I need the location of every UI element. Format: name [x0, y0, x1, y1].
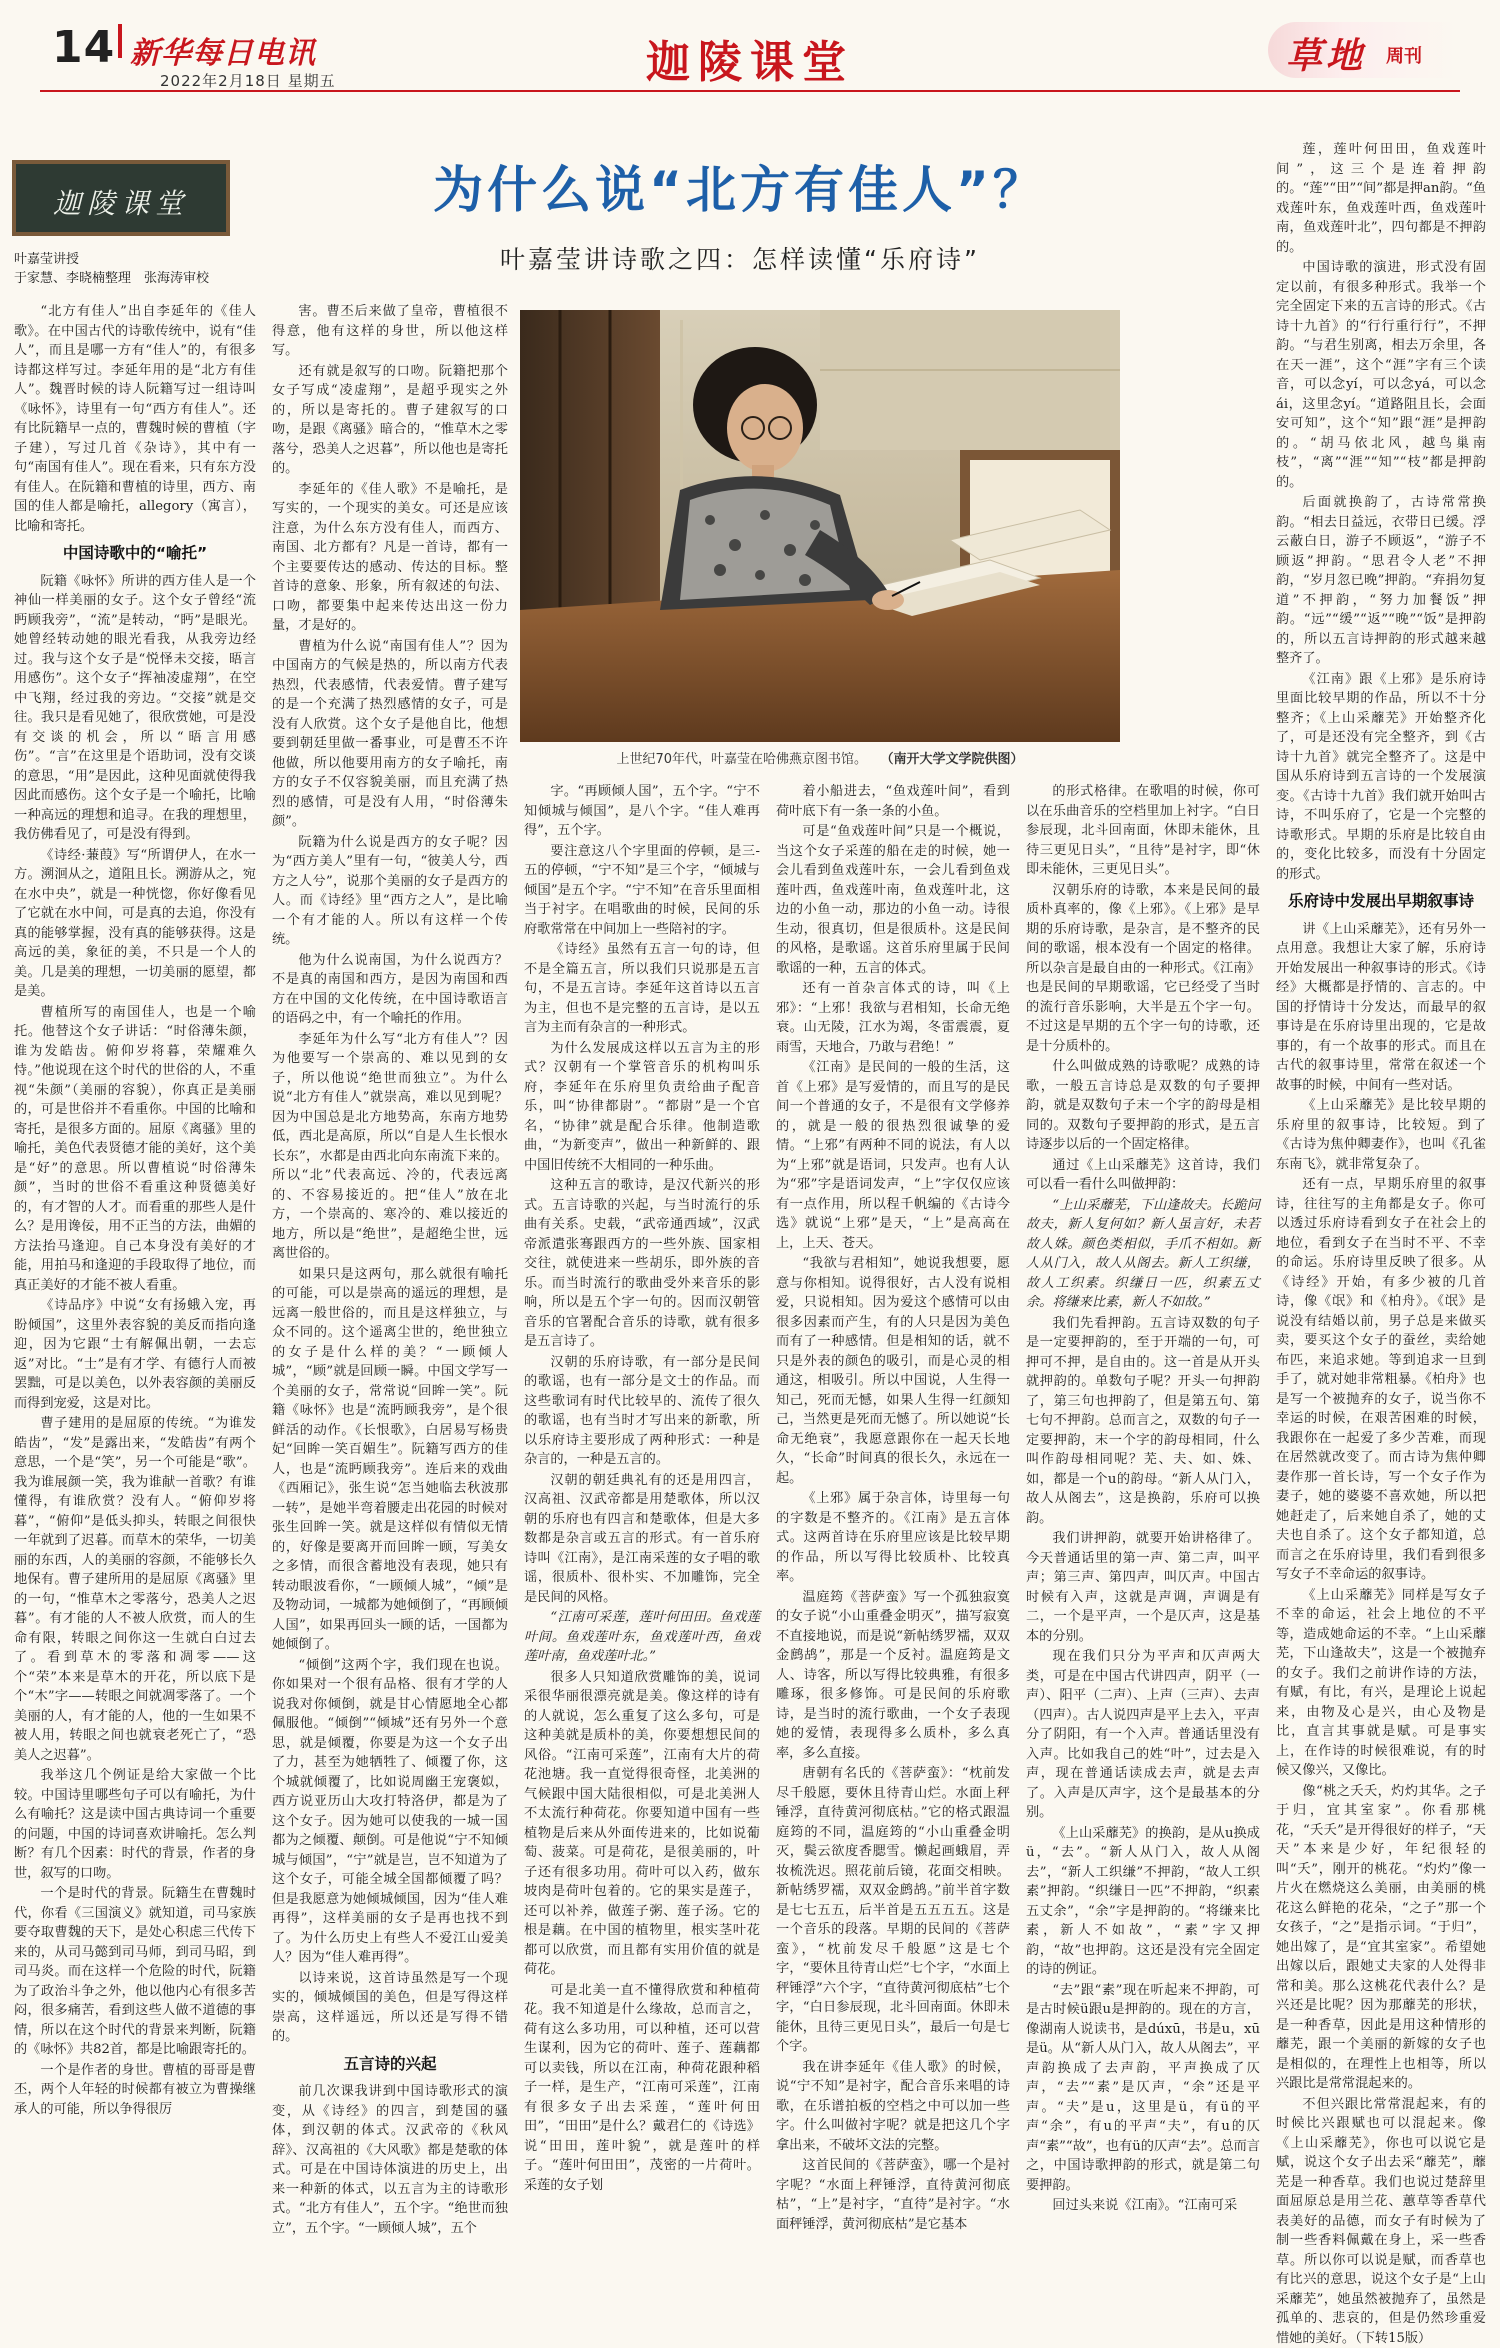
paragraph: 曹植为什么说“南国有佳人”？因为中国南方的气候是热的，所以南方代表热烈，代表感情，代表爱情。曹子建写的是一个充满了热烈感情的女子，可是没有人欣赏。这个女子是他自比，他想要到朝廷里做一番事业，可是曹丕不许他做，所以他要用南方的女子喻托，南方的女子不仅容貌美丽，而且充满了热烈的感情，可是没有人用，“时俗薄朱颜”。 — [272, 637, 508, 832]
header-rule — [40, 90, 1460, 92]
photo-caption-text: 上世纪70年代，叶嘉莹在哈佛燕京图书馆。 — [616, 752, 867, 767]
byline — [14, 250, 264, 288]
paragraph: 不但兴跟比常常混起来，有的时候比兴跟赋也可以混起来。像《上山采蘼芜》，你也可以说它是赋，说这个女子出去采“蘼芜”，蘼芜是一种香草。我们也说过楚辞里面屈原总是用兰花、蕙草等香草代表美好的品德，而女子有时候为了制一些香料佩戴在身上，采一些香草。所以你可以说是赋，而香草也有比兴的意思，说这个女子是“上山采蘼芜”，她虽然被抛弃了，虽然是孤单的、悲哀的，但是仍然珍重爱惜她的美好。（下转15版） — [1276, 2095, 1486, 2348]
paragraph: 讲《上山采蘼芜》，还有另外一点用意。我想让大家了解，乐府诗开始发展出一种叙事诗的形式。《诗经》大概都是抒情的、言志的。中国的抒情诗十分发达，而最早的叙事诗是在乐府诗里出现的，它是故事的，有一个故事的形式。而且在古代的叙事诗里，常常在叙述一个故事的时候，中间有一些对话。 — [1276, 920, 1486, 1096]
paragraph: 《诗经》虽然有五言一句的诗，但不是全篇五言，所以我们只说那是五言句，不是五言诗。李延年这首诗以五言为主，但也不是完整的五言诗，是以五言为主而有杂言的一种形式。 — [524, 940, 760, 1038]
paragraph: 还有一点，早期乐府里的叙事诗，往往写的主角都是女子。你可以透过乐府诗看到女子在社会上的地位，看到女子在当时不平、不幸的命运。乐府诗里反映了很多。从《诗经》开始，有多少被的几首诗，像《氓》和《柏舟》。《氓》是说没有结婚以前，男子总是来做买卖，要买这个女子的蚕丝，卖给她布匹，来追求她。等到追求一旦到手了，就对她非常粗暴。《柏舟》也是写一个被抛弃的女子，说当你不幸运的时候，在艰苦困难的时候，我跟你在一起爱了多少苦难，而现在居然就改变了。而古诗为焦仲卿妻作那一首长诗，写一个女子作为妻子，她的婆婆不喜欢她，所以把她赶走了，后来她自杀了，她的丈夫也自杀了。这个女子都知道，总而言之在乐府诗里，我们看到很多写女子不幸命运的叙事诗。 — [1276, 1175, 1486, 1585]
photo-credit: （南开大学文学院供图） — [887, 752, 1024, 767]
paragraph: 汉朝的乐府诗歌，有一部分是民间的歌谣，也有一部分是文士的作品。而这些歌词有时代比较早的、流传了很久的歌谣，也有当时才写出来的新歌，所以乐府诗主要形成了两种形式：一种是杂言的，一种是五言的。 — [524, 1353, 760, 1470]
photo-illustration — [520, 310, 1120, 742]
paragraph: 很多人只知道欣赏雕饰的美，说词采很华丽很漂亮就是美。像这样的诗有的人就说，怎么重复了这么多句，可是这种美就是质朴的美，你要想想民间的风俗。“江南可采莲”，江南有大片的荷花池塘。我一直觉得很奇怪，北美洲的气候跟中国大陆很相似，可是北美洲人不太流行种荷花。你要知道中国有一些植物是后来从外面传进来的，比如说葡萄、菠菜。可是荷花，是很美丽的，叶子还有很多功用。荷叶可以入药，做东坡肉是荷叶包着的。它的果实是莲子，还可以补养，做莲子粥、莲子汤。它的根是藕。在中国的植物里，根实茎叶花都可以欣赏，而且都有实用价值的就是荷花。 — [524, 1668, 760, 1980]
paragraph: 像“桃之夭夭，灼灼其华。之子于归，宜其室家”。你看那桃花，“夭夭”是开得很好的样子，“天天”本来是少好，年纪很轻的叫“夭”，刚开的桃花。“灼灼”像一片火在燃烧这么美丽，由美丽的桃花这么鲜艳的花朵，“之子”那一个女孩子，“之”是指示词。“于归”，她出嫁了，是“宜其室家”。希望她出嫁以后，跟她丈夫家的人处得非常和美。那么这桃花代表什么？是兴还是比呢？因为那蘼芜的形状，是一种香草，因此是用这种情形的蘼芜，跟一个美丽的新嫁的女子也是相似的，在理性上也相等，所以兴跟比是常常混起来的。 — [1276, 1782, 1486, 2094]
paragraph: 害。曹丕后来做了皇帝，曹植很不得意，他有这样的身世，所以他这样写。 — [272, 302, 508, 361]
paragraph: “倾倒”这两个字，我们现在也说。你如果对一个很有品格、很有才学的人说我对你倾倒，就是甘心情愿地全心都佩服他。“倾倒”“倾城”还有另外一个意思，就是倾覆，你要是为这一个女子出了力，甚至为她牺牲了、倾覆了你，这个城就倾覆了，比如说周幽王宠褒姒，西方说亚历山大攻打特洛伊，都是为了这个女子。因为她可以使我的一城一国都为之倾覆、颠倒。可是他说“宁不知倾城与倾国”，“宁”就是岂，岂不知道为了这个女子，可能全城全国都倾覆了吗？但是我愿意为她倾城倾国，因为“佳人难再得”，这样美丽的女子是再也找不到了。为什么历史上有些人不爱江山爱美人？因为“佳人难再得”。 — [272, 1656, 508, 1968]
paragraph: 这首民间的《菩萨蛮》，哪一个是衬字呢？“水面上秤锤浮，直待黄河彻底枯”，“上”是衬字，“直待”是衬字。“水面秤锤浮，黄河彻底枯”是它基本 — [776, 2156, 1010, 2234]
paragraph: 汉朝乐府的诗歌，本来是民间的最质朴真率的，像《上邪》。《上邪》是早期的乐府诗歌，是杂言，是不整齐的民间的歌谣，根本没有一个固定的格律。所以杂言是最自由的一种形式。《江南》也是民间的早期歌谣，它已经受了当时的流行音乐影响，大半是五个字一句。不过这是早期的五个字一句的诗歌，还是十分质朴的。 — [1026, 881, 1260, 1057]
section-title: 迦陵课堂 — [0, 26, 1500, 90]
paragraph: 如果只是这两句，那么就很有喻托的可能，可以是崇高的遥远的理想，是远离一般世俗的，而且是这样独立，与众不同的。这个遥离尘世的，绝世独立的女子是什么样的美？“一顾倾人城”，“顾”就是回顾一瞬。中国文学写一个美丽的女子，常常说“回眸一笑”。阮籍《咏怀》也是“流眄顾我旁”，是个很鲜活的动作。《长恨歌》，白居易写杨贵妃“回眸一笑百媚生”。阮籍写西方的佳人，也是“流眄顾我旁”。连后来的戏曲《西厢记》，张生说“怎当她临去秋波那一转”，是她半弯着腰走出花园的时候对张生回眸一笑。就是这样似有情似无情的，好像是要离开而回眸一顾，写美女之多情，而很含蓄地没有表现，她只有转动眼波看你，“一顾倾人城”，“倾”是及物动词，一城都为她倾倒了，“再顾倾人国”，如果再回头一顾的话，一国都为她倾倒了。 — [272, 1265, 508, 1655]
paragraph: 曹植所写的南国佳人，也是一个喻托。他替这个女子讲话：“时俗薄朱颜，谁为发皓齿。俯仰岁将暮，荣耀难久恃。”他说现在这个时代的世俗的人，不重视“朱颜”（美丽的容貌），你真正是美丽的，可是世俗并不看重你。中国的比喻和寄托，是很多方面的。屈原《离骚》里的喻托，美色代表贤德才能的美好，这个美是“好”的意思。所以曹植说“时俗薄朱颜”，当时的世俗不看重这种贤德美好的，有才智的人才。而看重的那些人是什么？是用谗佞，用不正当的方法，曲媚的方法抬马逢迎。自己本身没有美好的才能，用拍马和逢迎的手段取得了地位，而真正美好的才能不被人看重。 — [14, 1003, 256, 1296]
section-heading: 中国诗歌中的“喻托” — [14, 544, 256, 564]
paragraph: 后面就换韵了，古诗常常换韵。“相去日益远，衣带日已缓。浮云蔽白日，游子不顾返”，“游子不顾返”押韵。“思君令人老”不押韵，“岁月忽已晚”押韵。“弃捐勿复道”不押韵，“努力加餐饭”押韵。“远”“缓”“返”“晚”“饭”是押韵的，所以五言诗押韵的形式越来越整齐了。 — [1276, 493, 1486, 669]
page-number: 14 — [52, 22, 115, 73]
issue-date: 2022年2月18日 星期五 — [160, 70, 336, 91]
supplement-badge — [1268, 22, 1458, 78]
paragraph: “我欲与君相知”，她说我想要，愿意与你相知。说得很好，古人没有说相爱，只说相知。因为爱这个感情可以由很多因素而产生，有的人只是因为美色而有了一种感情。但是相知的话，就不只是外表的颜色的吸引，而是心灵的相通这，相吸引。所以中国说，人生得一知己，死而无憾，如果人生得一红颜知己，当然更是死而无憾了。所以她说“长命无绝衰”，我愿意跟你在一起天长地久，“长命”时间真的很长久，永远在一起。 — [776, 1254, 1010, 1488]
supplement-sub: 周刊 — [1386, 42, 1422, 68]
paragraph: 我们先看押韵。五言诗双数的句子是一定要押韵的，至于开端的一句，可押可不押，是自由的。这一首是从开头就押韵的。单数句子呢？开头一句押韵了，第三句也押韵了，但是第五句、第七句不押韵。总而言之，双数的句子一定要押韵，末一个字的韵母相同，什么叫作韵母相同呢？芜、夫、如、姝、如，都是一个u的韵母。“新人从门入，故人从阁去”，这是换韵，乐府可以换韵。 — [1026, 1314, 1260, 1529]
paragraph: 曹子建用的是屈原的传统。“为谁发皓齿”，“发”是露出来，“发皓齿”有两个意思，一个是“笑”，另一个可能是“歌”。我为谁展颜一笑，我为谁献一首歌？有谁懂得，有谁欣赏？没有人。“俯仰岁将暮”，“俯仰”是低头抑头，转眼之间很快一年就到了迟暮。而草木的荣华，一切美丽的东西，人的美丽的容颜，不能够长久地保有。曹子建所用的是屈原《离骚》里的一句，“惟草木之零落兮，恐美人之迟暮”。有才能的人不被人欣赏，而人的生命有限，转眼之间你这一生就白白过去了。看到草木的零落和凋零——这个“荣”本来是草木的开花，所以底下是个“木”字——转眼之间就凋零落了。一个美丽的人，有才能的人，他的一生如果不被人用，转眼之间也就衰老死亡了，“恐美人之迟暮”。 — [14, 1414, 256, 1765]
paragraph: 前几次课我讲到中国诗歌形式的演变，从《诗经》的四言，到楚国的骚体，到汉朝的体式。汉武帝的《秋风辞》、汉高祖的《大风歌》都是楚歌的体式。可是在中国诗体演进的历史上，出来一种新的体式，以五言为主的诗歌形式。“北方有佳人”，五个字。“绝世而独立”，五个字。“一顾倾人城”，五个 — [272, 2082, 508, 2238]
paragraph: 《江南》跟《上邪》是乐府诗里面比较早期的作品，所以不十分整齐；《上山采蘼芜》开始整齐化了，可是还没有完全整齐，到《古诗十九首》就完全整齐了。这是中国从乐府诗到五言诗的一个发展演变。《古诗十九首》我们就开始叫古诗，不叫乐府了，它是一个完整的诗歌形式。早期的乐府是比较自由的，变化比较多，而没有十分固定的形式。 — [1276, 670, 1486, 885]
paragraph: 他为什么说南国，为什么说西方？不是真的南国和西方，是因为南国和西方在中国的文化传统，在中国诗歌语言的语码之中，有一个喻托的作用。 — [272, 951, 508, 1029]
paragraph: 还有就是叙写的口吻。阮籍把那个女子写成“凌虚翔”，是超乎现实之外的，所以是寄托的。曹子建叙写的口吻，是跟《离骚》暗合的，“惟草木之零落兮，恐美人之迟暮”，所以他也是寄托的。 — [272, 362, 508, 479]
paragraph: 汉朝的朝廷典礼有的还是用四言，汉高祖、汉武帝都是用楚歌体，所以汉朝的乐府也有四言和楚歌体，但是大多数都是杂言或五言的形式。有一首乐府诗叫《江南》，是江南采莲的女子唱的歌谣，很质朴、很朴实、不加雕饰，完全是民间的风格。 — [524, 1471, 760, 1608]
text-column-3 — [524, 782, 760, 2154]
paragraph: 还有一首杂言体式的诗，叫《上邪》：“上邪！我欲与君相知，长命无绝衰。山无陵，江水为竭，冬雷震震，夏雨雪，天地合，乃敢与君绝！” — [776, 979, 1010, 1057]
paragraph: 《上邪》属于杂言体，诗里每一句的字数是不整齐的。《江南》是五言体式。这两首诗在乐府里应该是比较早期的作品，所以写得比较质朴、比较真率。 — [776, 1489, 1010, 1587]
paragraph: 可是“鱼戏莲叶间”只是一个概说，当这个女子采莲的船在走的时候，她一会儿看到鱼戏莲叶东，一会儿看到鱼戏莲叶西，鱼戏莲叶南，鱼戏莲叶北，这边的小鱼一动，那边的小鱼一动。诗很生动，很真切，但是很质朴。这是民间的风格，是歌谣。这首乐府里属于民间歌谣的一种，五言的体式。 — [776, 822, 1010, 978]
paragraph: 的形式格律。在歌唱的时候，你可以在乐曲音乐的空档里加上衬字。“白日参辰现，北斗回南面，休即未能休，且待三更见日头”，“且待”是衬字，即“休即未能休，三更见日头”。 — [1026, 782, 1260, 880]
paragraph: 通过《上山采蘼芜》这首诗，我们可以看一看什么叫做押韵： — [1026, 1156, 1260, 1195]
article-subtitle: 叶嘉莹讲诗歌之四：怎样读懂“乐府诗” — [240, 240, 1240, 276]
article-photo — [520, 310, 1120, 742]
paragraph: “北方有佳人”出自李延年的《佳人歌》。在中国古代的诗歌传统中，说有“佳人”，而且是哪一方有“佳人”的，有很多诗都这样写过。李延年用的是“北方有佳人”。魏晋时候的诗人阮籍写过一组诗叫《咏怀》，诗里有一句“西方有佳人”。还有比阮籍早一点的，曹魏时候的曹植（字子建），写过几首《杂诗》，其中有一句“南国有佳人”。现在看来，只有东方没有佳人。在阮籍和曹植的诗里，西方、南国的佳人都是喻托，allegory（寓言），比喻和寄托。 — [14, 302, 256, 536]
paragraph: 现在我们只分为平声和仄声两大类，可是在中国古代讲四声，阴平（一声）、阳平（二声）、上声（三声）、去声（四声）。古人说四声是平上去入，平声分了阴阳，有一个入声。普通话里没有入声。比如我自己的姓“叶”，过去是入声，现在普通话读成去声，就是去声了。入声是仄声字，这个是最基本的分别。 — [1026, 1647, 1260, 1823]
text-column-6 — [1276, 140, 1486, 2154]
text-column-5 — [1026, 782, 1260, 2154]
paragraph: 着小船进去，“鱼戏莲叶间”，看到荷叶底下有一条一条的小鱼。 — [776, 782, 1010, 821]
paragraph: 《诗品序》中说“女有扬蛾入宠，再盼倾国”，这里外表容貌的美反而指向逢迎，因为它跟“士有解佩出朝，一去忘返”对比。“士”是有才学、有德行人而被罢黜，可是以美色，以外表容颜的美丽反而得到宠爱，这是对比。 — [14, 1296, 256, 1413]
paragraph: 回过头来说《江南》。“江南可采 — [1026, 2196, 1260, 2216]
paragraph: 以诗来说，这首诗虽然是写一个现实的，倾城倾国的美色，但是写得这样崇高，这样遥远，所以还是写得不错的。 — [272, 1969, 508, 2047]
text-column-4 — [776, 782, 1010, 2154]
paragraph: 李延年为什么写“北方有佳人”？因为他要写一个崇高的、难以见到的女子，所以他说“绝世而独立”。为什么说“北方有佳人”就崇高，难以见到呢？因为中国总是北方地势高，东南方地势低，西北是高原，所以“自是人生长恨水长东”，水都是由西北向东南流下来的。所以“北”代表高远、冷的，代表远离的、不容易接近的。把“佳人”放在北方，一个崇高的、寒冷的、难以接近的地方，所以是“绝世”，是超绝尘世，远离世俗的。 — [272, 1030, 508, 1264]
paragraph: 可是北美一直不懂得欣赏和种植荷花。我不知道是什么缘故，总而言之，荷有这么多功用，可以种植，还可以营生谋利，因为它的荷叶、莲子、莲藕都可以卖钱，所以在江南，种荷花跟种稻子一样，是生产，“江南可采莲”，江南有很多女子出去采莲，“莲叶何田田”，“田田”是什么？戴君仁的《诗选》说“田田，莲叶貌”，就是莲叶的样子。“莲叶何田田”，茂密的一片荷叶。采莲的女子划 — [524, 1981, 760, 2196]
article-title: 为什么说“北方有佳人”？ — [240, 150, 1240, 222]
paragraph: 阮籍为什么说是西方的女子呢？因为“西方美人”里有一句，“彼美人兮，西方之人兮”，说那个美丽的女子是西方的人。而《诗经》里“西方之人”，是比喻一个有才能的人。所以有这样一个传统。 — [272, 833, 508, 950]
byline-editors: 于家慧、李晓楠整理 张海涛审校 — [14, 269, 264, 288]
section-heading: 乐府诗中发展出早期叙事诗 — [1276, 892, 1486, 912]
paragraph: 温庭筠《菩萨蛮》写一个孤独寂寞的女子说“小山重叠金明灭”，描写寂寞不直接地说，而是说“新帖绣罗襦，双双金鹧鸪”，那是一个反衬。温庭筠是文人、诗客，所以写得比较典雅，有很多雕琢，很多修饰。可是民间的乐府歌诗，是当时的流行歌曲，一个女子表现她的爱情，表现得多么质朴，多么真率，多么直接。 — [776, 1588, 1010, 1764]
paragraph: 我们讲押韵，就要开始讲格律了。今天普通话里的第一声、第二声，叫平声；第三声、第四声，叫仄声。中国古时候有入声，这就是声调，声调是有二，一个是平声，一个是仄声，这是基本的分别。 — [1026, 1529, 1260, 1646]
quoted-poem: “上山采蘼芜，下山逢故夫。长跪问故夫，新人复何如？新人虽言好，未若故人姝。颜色类相似，手爪不相如。新人从门入，故人从阁去。新人工织缣，故人工织素。织缣日一匹，织素五丈余。将缣来比素，新人不如故。” — [1026, 1196, 1260, 1313]
paragraph: 要注意这八个字里面的停顿，是三-五的停顿，“宁不知”是三个字，“倾城与倾国”是五个字。“宁不知”在音乐里面相当于衬字。在唱歌曲的时候，民间的乐府歌常常在中间加上一些陪衬的字。 — [524, 842, 760, 940]
paragraph: 唐朝有名氏的《菩萨蛮》：“枕前发尽千般愿，要休且待青山烂。水面上秤锤浮，直待黄河彻底枯。”它的格式跟温庭筠的不同，温庭筠的“小山重叠金明灭，鬓云欲度香腮雪。懒起画蛾眉，弄妆梳洗迟。照花前后镜，花面交相映。新帖绣罗襦，双双金鹧鸪。”前半首字数是七七五五，后半首是五五五五。这是一个音乐的段落。早期的民间的《菩萨蛮》，“枕前发尽千般愿”这是七个字，“要休且待青山烂”七个字，“水面上秤锤浮”六个字，“直待黄河彻底枯”七个字，“白日参辰现，北斗回南面。休即未能休，且待三更见日头”，最后一句是七个字。 — [776, 1764, 1010, 2057]
paragraph: 《江南》是民间的一般的生活，这首《上邪》是写爱情的，而且写的是民间一个普通的女子，不是很有文学修养的，就是一般的很热烈很诚挚的爱情。“上邪”有两种不同的说法，有人以为“上邪”就是语词，只发声。也有人认为“邪”字是语词发声，“上”字仅仅应该有一点作用，所以程千帆编的《古诗今选》就说“上邪”是天，“上”是高高在上，上天、苍天。 — [776, 1058, 1010, 1253]
text-column-1 — [14, 302, 256, 2154]
paragraph: 《上山采蘼芜》是比较早期的乐府里的叙事诗，比较短。到了《古诗为焦仲卿妻作》，也叫《孔雀东南飞》，就非常复杂了。 — [1276, 1096, 1486, 1174]
paragraph: 我举这几个例证是给大家做一个比较。中国诗里哪些句子可以有喻托，为什么有喻托？这是读中国古典诗词一个重要的问题，中国的诗词喜欢讲喻托。怎么判断？有几个因素：时代的背景，作者的身世，叙写的口吻。 — [14, 1766, 256, 1883]
newspaper-brand: 新华每日电讯 — [130, 28, 316, 72]
paragraph: 李延年的《佳人歌》不是喻托，是写实的，一个现实的美女。可还是应该注意，为什么东方没有佳人，而西方、南国、北方都有？凡是一首诗，都有一个主要要传达的感动、传达的目标。整首诗的意象、形象，所有叙述的句法、口吻，都要集中起来传达出这一份力量，才是好的。 — [272, 480, 508, 636]
quoted-poem: “江南可采莲，莲叶何田田。鱼戏莲叶间。鱼戏莲叶东，鱼戏莲叶西，鱼戏莲叶南，鱼戏莲叶北。” — [524, 1608, 760, 1667]
paragraph: 字。“再顾倾人国”，五个字。“宁不知倾城与倾国”，是八个字。“佳人难再得”，五个字。 — [524, 782, 760, 841]
column-logo-text: 迦陵课堂 — [16, 182, 226, 222]
paragraph: 中国诗歌的演进，形式没有固定以前，有很多种形式。我举一个完全固定下来的五言诗的形式。《古诗十九首》的“行行重行行”，不押韵。“与君生别离，相去万余里，各在天一涯”，这个“涯”字有三个读音，可以念yí，可以念yá，可以念ái，这里念yí。“道路阻且长，会面安可知”，这个“知”跟“涯”是押韵的。“胡马依北风，越鸟巢南枝”，“离”“涯”“知”“枝”都是押韵的。 — [1276, 258, 1486, 492]
paragraph: 《上山采蘼芜》的换韵，是从u换成ü，“去”。“新人从门入，故人从阁去”，“新人工织缣”不押韵，“故人工织素”押韵。“织缣日一匹”不押韵，“织素五丈余”，“余”字是押韵的。“将缣来比素，新人不如故”，“素”字又押韵，“故”也押韵。这还是没有完全固定的诗的例证。 — [1026, 1824, 1260, 1980]
paragraph: 我在讲李延年《佳人歌》的时候，说“宁不知”是衬字，配合音乐来唱的诗歌，在乐谱拍板的空档之中可以加一些字。什么叫做衬字呢？就是把这几个字拿出来，不破坏文法的完整。 — [776, 2058, 1010, 2156]
column-logo-chalkboard — [12, 160, 230, 236]
paragraph: 一个是作者的身世。曹植的哥哥是曹丕，两个人年轻的时候都有被立为曹操继承人的可能，所以争得很厉 — [14, 2061, 256, 2120]
photo-caption — [520, 748, 1120, 767]
text-column-2 — [272, 302, 508, 2154]
paragraph: 什么叫做成熟的诗歌呢？成熟的诗歌，一般五言诗总是双数的句子要押韵，就是双数句子末一个字的韵母是相同的。双数句子要押韵的形式，是五言诗逐步以后的一个固定格律。 — [1026, 1057, 1260, 1155]
byline-lecturer: 叶嘉莹讲授 — [14, 250, 264, 269]
paragraph: 《诗经·蒹葭》写“所谓伊人，在水一方。溯洄从之，道阻且长。溯游从之，宛在水中央”，就是一种恍惚，你好像看见了它就在水中间，可是真的去追，你没有真的能够掌握，没有真的能够获得。这是高远的美，象征的美，不只是一个人的美。几是美的理想，一切美丽的愿望，都是美。 — [14, 846, 256, 1002]
section-heading: 五言诗的兴起 — [272, 2055, 508, 2075]
paragraph: “去”跟“素”现在听起来不押韵，可是古时候ü跟u是押韵的。现在的方言，像湖南人说读书，是dúxū，书是u，xū是ü。从“新人从门入，故人从阁去”，平声韵换成了去声韵，平声换成了仄声，“去”“素”是仄声，“余”还是平声。“夫”是u，这里是ü，有ü的平声“余”，有u的平声“夫”，有u的仄声“素”“故”，也有ü的仄声“去”。总而言之，中国诗歌押韵的形式，就是第二句要押韵。 — [1026, 1981, 1260, 2196]
paragraph: 阮籍《咏怀》所讲的西方佳人是一个神仙一样美丽的女子。这个女子曾经“流眄顾我旁”，“流”是转动，“眄”是眼光。她曾经转动她的眼光看我，从我旁边经过。我与这个女子是“悦怿未交接，晤言用感伤”。这个女子“挥袖凌虚翔”，在空中飞翔，经过我的旁边。“交接”就是交往。我只是看见她了，很欣赏她，可是没有交谈的机会，所以“晤言用感伤”。“言”在这里是个语助词，没有交谈的意思，“用”是因此，这种见面就使得我因此而感伤。这个女子是一个喻托，比喻一种高远的理想和追寻。在我的理想里，我仿佛看见了，可是没有得到。 — [14, 572, 256, 845]
page-header — [0, 0, 1500, 86]
supplement-name: 草地 — [1286, 28, 1366, 79]
paragraph: 一个是时代的背景。阮籍生在曹魏时代，你看《三国演义》就知道，司马家族要夺取曹魏的天下，是处心积虑三代传下来的，从司马懿到司马师，到司马昭，到司马炎。而在这样一个危险的时代，阮籍为了政治斗争之外，他以他内心有很多苦闷，很多痛苦，看到这些人做不道德的事情，所以在这个时代的背景来判断，阮籍的《咏怀》共82首，都是比喻跟寄托的。 — [14, 1884, 256, 2060]
paragraph: 莲，莲叶何田田，鱼戏莲叶间”，这三个是连着押韵的。“莲”“田”“间”都是押an韵。“鱼戏莲叶东，鱼戏莲叶西，鱼戏莲叶南，鱼戏莲叶北”，四句都是不押韵的。 — [1276, 140, 1486, 257]
paragraph: 《上山采蘼芜》同样是写女子不幸的命运，社会上地位的不平等，造成她命运的不幸。“上山采蘼芜，下山逢故夫”，这是一个被抛弃的女子。我们之前讲作诗的方法，有赋，有比，有兴，是理论上说起来，由物及心是兴，由心及物是比，直言其事就是赋。可是事实上，在作诗的时候很难说，有的时候又像兴，又像比。 — [1276, 1586, 1486, 1781]
paragraph: 这种五言的歌诗，是汉代新兴的形式。五言诗歌的兴起，与当时流行的乐曲有关系。史载，“武帝通西域”，汉武帝派遣张骞跟西方的一些外族、国家相交往，就使进来一些胡乐，即外族的音乐。而当时流行的歌曲受外来音乐的影响，所以是五个字一句的。因而汉朝管音乐的官署配合音乐的诗歌，就有很多是五言诗了。 — [524, 1176, 760, 1352]
paragraph: 为什么发展成这样以五言为主的形式？汉朝有一个掌管音乐的机构叫乐府，李延年在乐府里负责给曲子配音乐，叫“协律都尉”。“都尉”是一个官名，“协律”就是配合乐律。他制造歌曲，“为新变声”，做出一种新鲜的、跟中国旧传统不大相同的一种乐曲。 — [524, 1039, 760, 1176]
